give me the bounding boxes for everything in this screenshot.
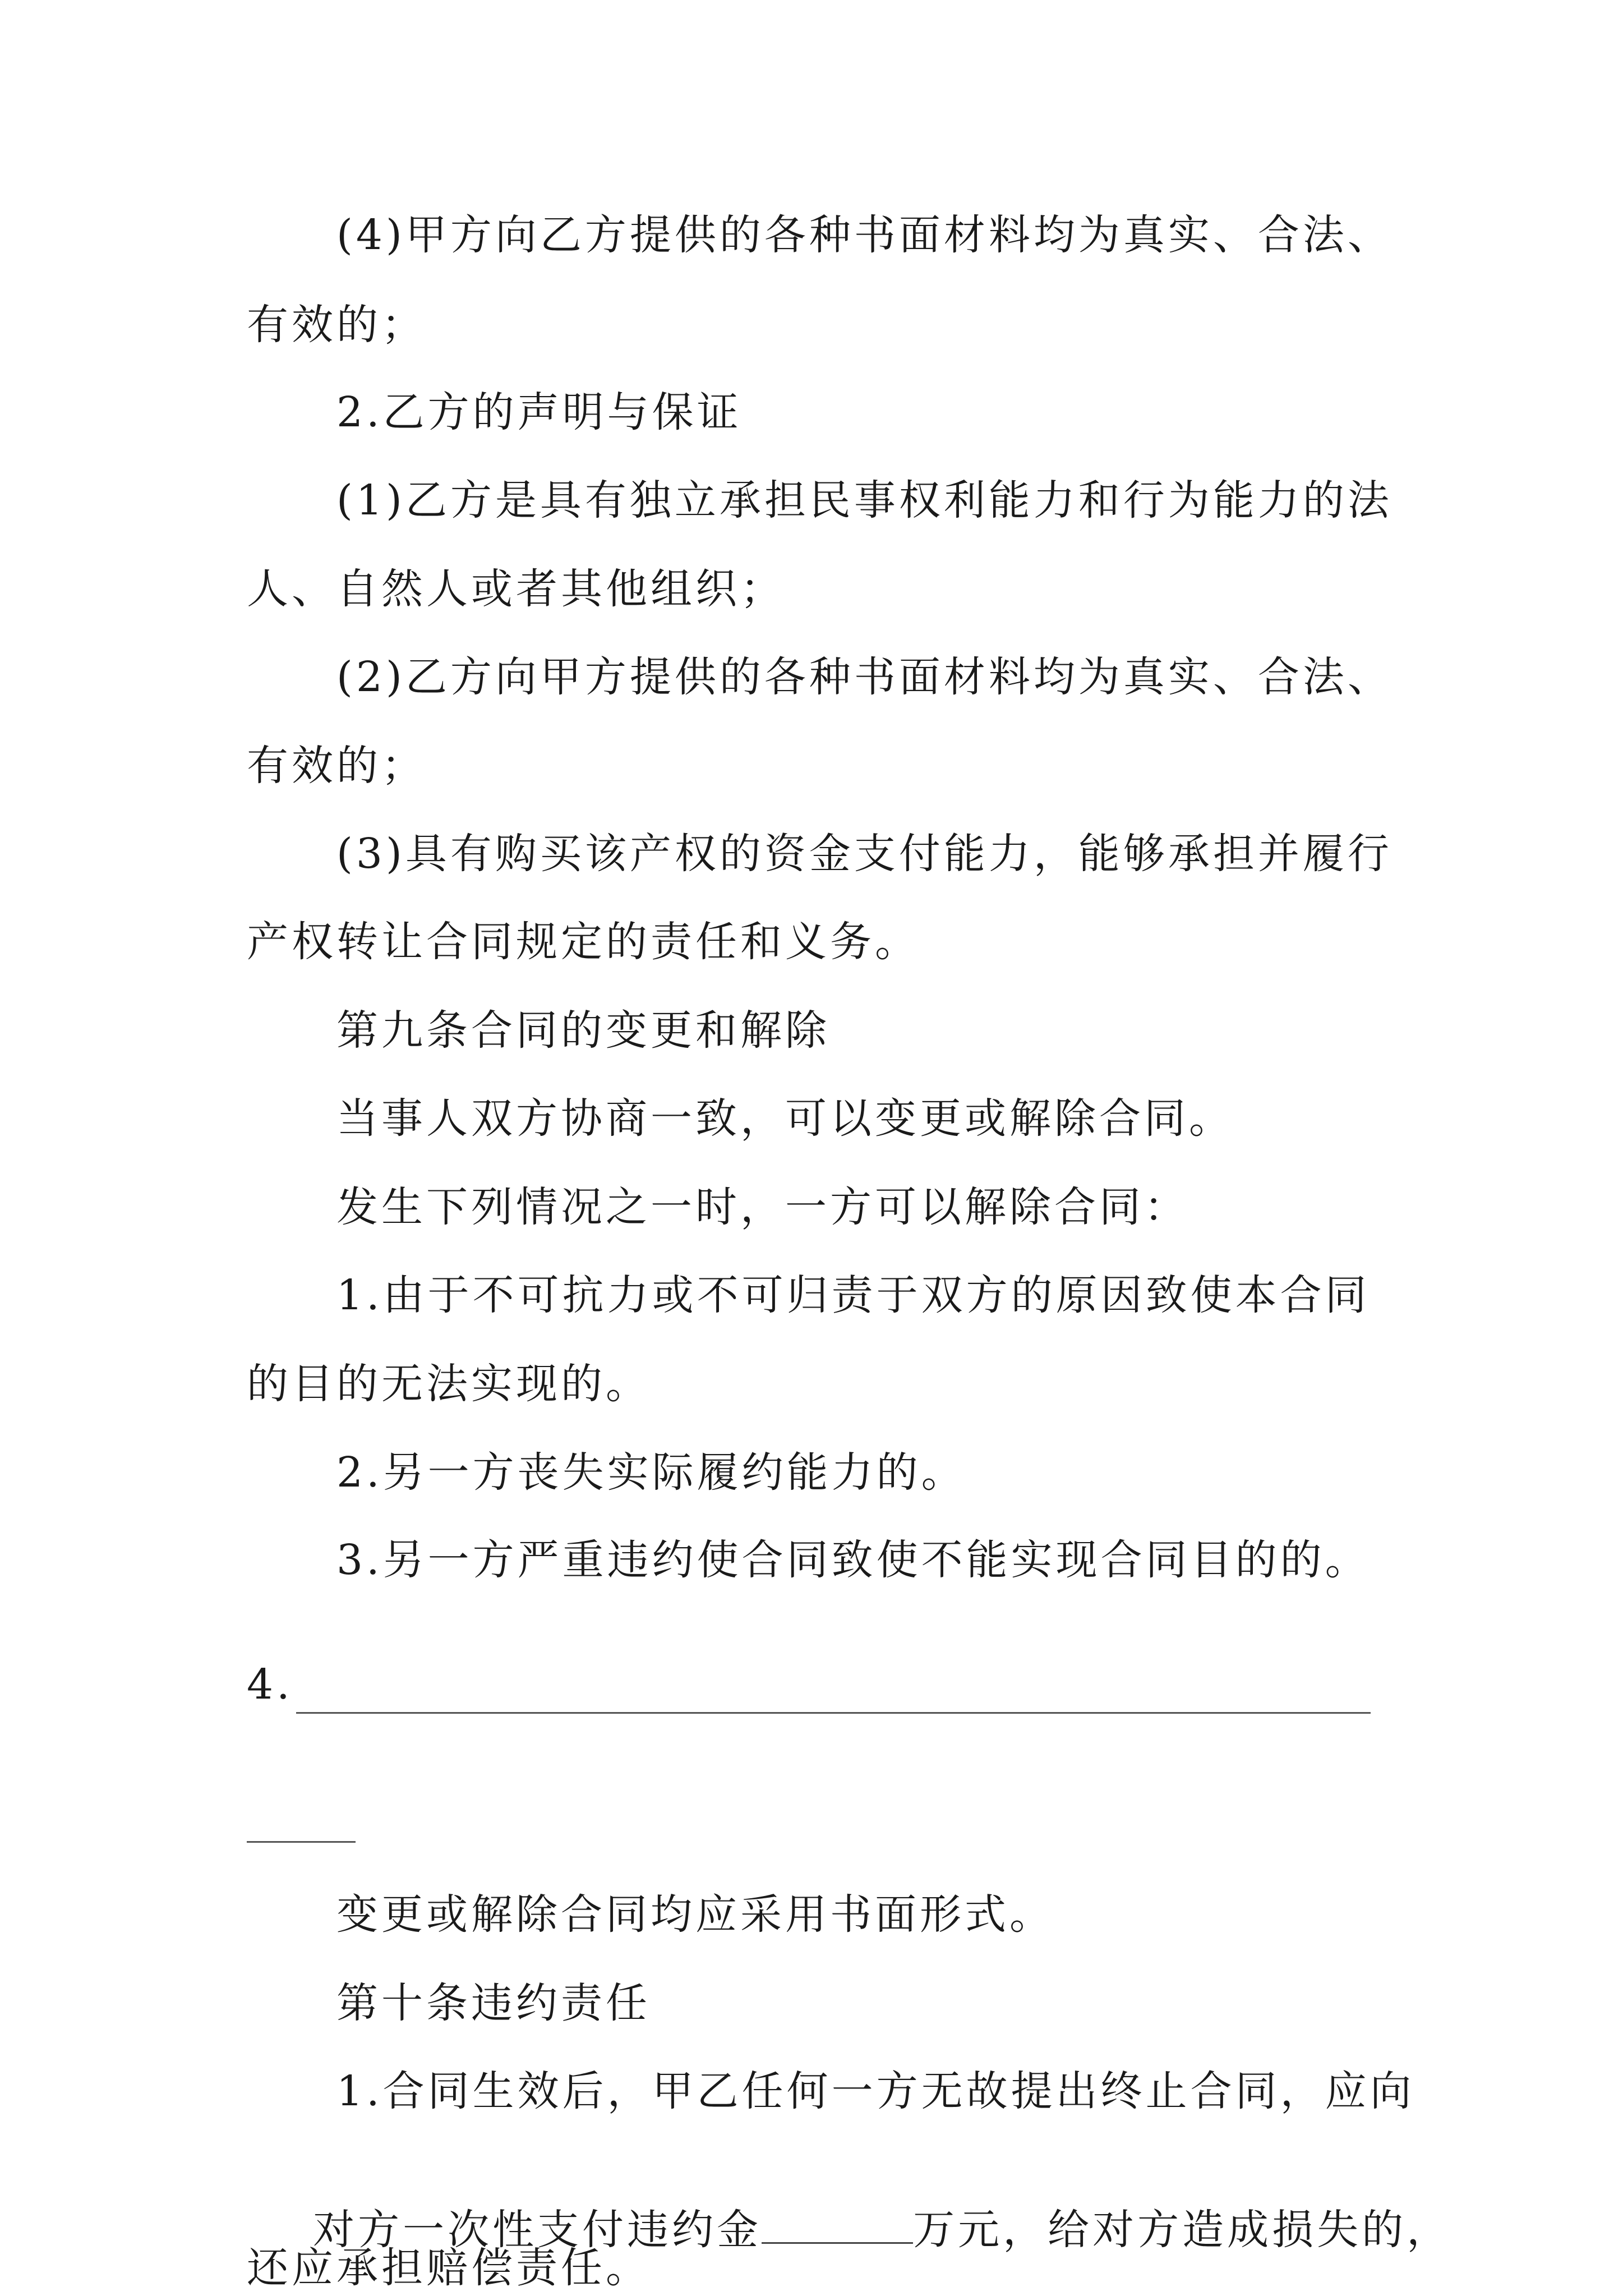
- paragraph-line: (4)甲方向乙方提供的各种书面材料均为真实、合法、: [336, 211, 1393, 259]
- paragraph-line: 还应承担赔偿责任。: [247, 2244, 651, 2292]
- paragraph-line: 1.合同生效后，甲乙任何一方无故提出终止合同，应向: [336, 2067, 1415, 2115]
- paragraph-line: (2)乙方向甲方提供的各种书面材料均为真实、合法、: [336, 653, 1393, 701]
- section-heading: 2.乙方的声明与保证: [336, 388, 742, 436]
- paragraph-line: 当事人双方协商一致，可以变更或解除合同。: [336, 1094, 1234, 1143]
- paragraph-line: 1.由于不可抗力或不可归责于双方的原因致使本合同: [336, 1271, 1370, 1319]
- paragraph-line: 产权转让合同规定的责任和义务。: [247, 918, 920, 966]
- paragraph-line: 2.另一方丧失实际履约能力的。: [336, 1448, 966, 1497]
- penalty-text-after: 万元，给对方造成损失的，: [913, 2206, 1452, 2254]
- paragraph-line: 变更或解除合同均应采用书面形式。: [336, 1890, 1054, 1939]
- article-heading: 第九条合同的变更和解除: [336, 1006, 830, 1055]
- item-4-blank-continuation: [247, 1841, 356, 1843]
- paragraph-line: 的目的无法实现的。: [247, 1360, 651, 1408]
- article-heading: 第十条违约责任: [336, 1979, 651, 2027]
- paragraph-line: 人、自然人或者其他组织；: [247, 565, 785, 613]
- paragraph-line: 有效的；: [247, 301, 426, 349]
- penalty-text-before: 对方一次性支付违约金: [313, 2206, 762, 2254]
- item-4-blank-line: [296, 1712, 1371, 1714]
- item-4-label: 4.: [247, 1660, 293, 1709]
- paragraph-line: 发生下列情况之一时，一方可以解除合同：: [336, 1183, 1189, 1231]
- penalty-amount-blank: [762, 2201, 913, 2244]
- paragraph-line: (1)乙方是具有独立承担民事权利能力和行为能力的法: [336, 476, 1393, 524]
- paragraph-line: (3)具有购买该产权的资金支付能力，能够承担并履行: [336, 830, 1393, 878]
- paragraph-line: 3.另一方严重违约使合同致使不能实现合同目的的。: [336, 1536, 1370, 1584]
- paragraph-line: 有效的；: [247, 742, 426, 790]
